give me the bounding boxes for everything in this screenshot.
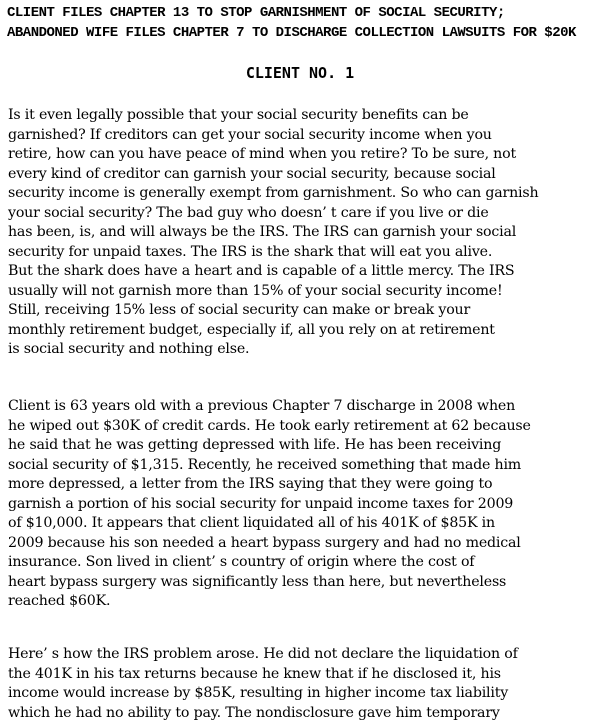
paragraph-line: garnished? If creditors can get your social security income when you [8, 126, 492, 143]
paragraph-line: But the shark does have a heart and is capable of a little mercy. The IRS [8, 263, 515, 279]
paragraph-line: 2009 because his son needed a heart bypass surgery and had no medical [8, 534, 521, 551]
document-title [7, 3, 597, 43]
paragraph-line: Here’ s how the IRS problem arose. He did not declare the liquidation of [8, 646, 518, 662]
paragraph-line: security income is generally exempt from garnishment. So who can garnish [8, 185, 539, 201]
paragraph-1 [8, 106, 598, 360]
paragraph-line: the 401K in his tax returns because he knew that if he disclosed it, his [8, 665, 501, 682]
paragraph-line: insurance. Son lived in client’ s country of origin where the cost of [8, 554, 475, 570]
paragraph-line: Still, receiving 15% less of social security can make or break your [8, 302, 471, 318]
paragraph-line: usually will not garnish more than 15% of your social security income! [8, 282, 503, 299]
paragraph-line: your social security? The bad guy who doesn’ t care if you live or die [8, 204, 489, 221]
paragraph-line: retire, how can you have peace of mind when you retire? To be sure, not [8, 146, 516, 162]
title-line-2: ABANDONED WIFE FILES CHAPTER 7 TO DISCHARGE COLLECTION LAWSUITS FOR $20K [7, 25, 576, 41]
paragraph-line: has been, is, and will always be the IRS. The IRS can garnish your social [8, 224, 517, 240]
paragraph-line: Client is 63 years old with a previous Chapter 7 discharge in 2008 when [8, 398, 516, 414]
paragraph-line: income would increase by $85K, resulting in higher income tax liability [8, 685, 509, 701]
paragraph-line: is social security and nothing else. [8, 341, 250, 357]
paragraph-line: he said that he was getting depressed with life. He has been receiving [8, 437, 502, 453]
paragraph-line: which he had no ability to pay. The nondisclosure gave him temporary [8, 704, 500, 721]
paragraph-2 [8, 397, 598, 612]
paragraph-line: social security of $1,315. Recently, he received something that made him [8, 456, 522, 473]
paragraph-line: security for unpaid taxes. The IRS is the shark that will eat you alive. [8, 243, 493, 260]
paragraph-line: reached $60K. [8, 593, 111, 609]
paragraph-line: more depressed, a letter from the IRS saying that they were going to [8, 476, 493, 492]
paragraph-line: Is it even legally possible that your social security benefits can be [8, 107, 469, 123]
paragraph-line: monthly retirement budget, especially if, all you rely on at retirement [8, 321, 495, 338]
section-heading: CLIENT NO. 1 [245, 64, 355, 82]
paragraph-line: of $10,000. It appears that client liquidated all of his 401K of $85K in [8, 515, 495, 531]
paragraph-line: heart bypass surgery was significantly less than here, but nevertheless [8, 573, 507, 590]
paragraph-3 [8, 645, 598, 723]
paragraph-line: he wiped out $30K of credit cards. He took early retirement at 62 because [8, 417, 531, 434]
title-line-1: CLIENT FILES CHAPTER 13 TO STOP GARNISHMENT OF SOCIAL SECURITY; [7, 5, 505, 21]
paragraph-line: every kind of creditor can garnish your social security, because social [8, 165, 496, 182]
paragraph-line: garnish a portion of his social security for unpaid income taxes for 2009 [8, 495, 514, 512]
